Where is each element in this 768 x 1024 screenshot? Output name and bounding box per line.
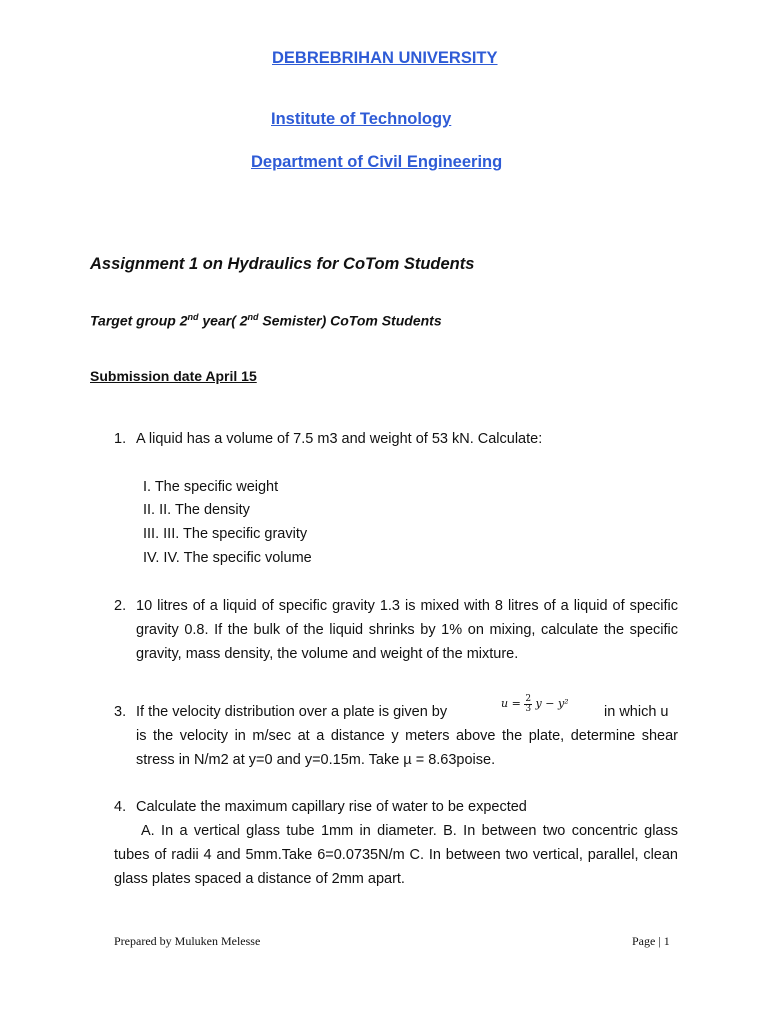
department-title: Department of Civil Engineering bbox=[251, 153, 503, 171]
question-number: 4. bbox=[114, 799, 127, 815]
institute-title: Institute of Technology bbox=[271, 110, 452, 128]
question-number: 1. bbox=[114, 431, 127, 447]
question-text: A liquid has a volume of 7.5 m3 and weight of 53 kN. Calculate: bbox=[136, 431, 543, 447]
target-text-2: year( 2 bbox=[198, 312, 248, 329]
sub-item: IV. IV. The specific volume bbox=[143, 550, 312, 566]
question-text-rest: is the velocity in m/sec at a distance y meters above the plate, determine shear stress in N/m2 at y=0 and y=0.15m. Take µ = 8.63poise. bbox=[136, 728, 678, 768]
university-title: DEBREBRIHAN UNIVERSITY bbox=[272, 49, 498, 67]
question-text-after-equation: in which u bbox=[604, 704, 669, 720]
fraction-numerator: 2 bbox=[525, 693, 532, 704]
fraction-denominator: 3 bbox=[525, 703, 532, 714]
prepared-by: Prepared by Muluken Melesse bbox=[114, 934, 261, 948]
target-group bbox=[90, 312, 442, 329]
question-text: 10 litres of a liquid of specific gravity 1.3 is mixed with 8 litres of a liquid of specific gravity 0.8. If the bulk of the liquid shrinks by 1% on mixing, calculate the specific gravity, mass density, the volume and weight of the mixture. bbox=[136, 598, 678, 662]
equation-lhs: u = bbox=[501, 697, 521, 710]
sub-item: III. III. The specific gravity bbox=[143, 526, 308, 542]
target-text-3: Semister) CoTom Students bbox=[258, 312, 442, 329]
target-sup-2: nd bbox=[247, 312, 259, 322]
velocity-equation bbox=[501, 692, 569, 716]
page-number: Page | 1 bbox=[632, 934, 670, 948]
sub-item: I. The specific weight bbox=[143, 479, 279, 495]
equation-rhs: y − y² bbox=[535, 697, 569, 710]
question-number: 2. bbox=[114, 598, 127, 614]
question-number: 3. bbox=[114, 704, 127, 720]
equation-fraction bbox=[524, 695, 532, 714]
sub-item: II. II. The density bbox=[143, 502, 250, 518]
question-text-start: If the velocity distribution over a plate is given by bbox=[136, 704, 448, 720]
assignment-title: Assignment 1 on Hydraulics for CoTom Students bbox=[90, 255, 475, 273]
target-text-1: Target group 2 bbox=[90, 312, 188, 329]
submission-date: Submission date April 15 bbox=[90, 368, 257, 384]
question-text-rest: A. In a vertical glass tube 1mm in diameter. B. In between two concentric glass tubes of radii 4 and 5mm.Take 6=0.0735N/m C. In between two vertical, parallel, clean glass plates spaced a distance of 2mm apart. bbox=[114, 823, 678, 887]
question-text: Calculate the maximum capillary rise of water to be expected bbox=[136, 799, 527, 815]
target-sup-1: nd bbox=[187, 312, 199, 322]
